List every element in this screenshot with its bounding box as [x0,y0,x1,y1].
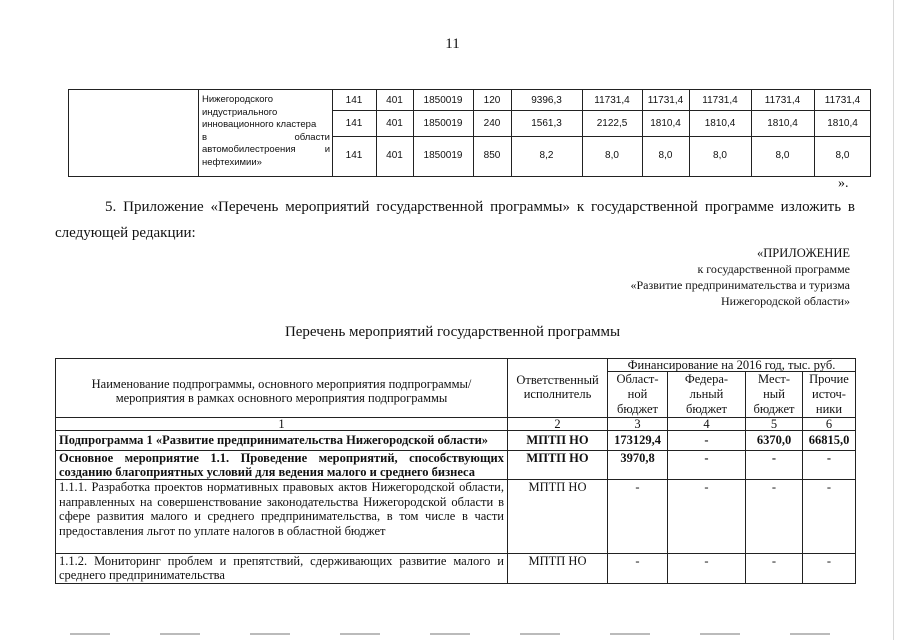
row-executor: МПТП НО [508,451,608,480]
table-cell: 11731,4 [764,95,801,106]
col-divider [198,89,199,177]
table-row [56,480,856,554]
row-local: 6370,0 [746,431,803,451]
table-cell: 1850019 [423,150,463,161]
row-regional: - [608,480,668,554]
row-local: - [746,554,803,584]
top-table-name: Нижегородского индустриального инновационного кластера в области автомобилестроения и нефтехимии» [202,94,330,168]
row-federal: - [668,554,746,584]
row-federal: - [668,451,746,480]
table-cell: 401 [386,95,403,106]
appendix-line: Нижегородской области» [720,294,850,308]
table-cell: 8,0 [658,150,673,161]
row-name: 1.1.2. Мониторинг проблем и препятствий, сдерживающих развитие малого и среднего предпринимательства [56,554,508,584]
table-cell: 141 [345,150,363,161]
table-cell: 8,0 [713,150,727,161]
row-other: - [803,451,856,480]
table-cell: 11731,4 [824,95,861,106]
column-number: 1 [56,418,508,431]
table-cell: 11731,4 [594,95,630,106]
table-cell: 1850019 [423,118,463,129]
table-cell: 401 [386,118,403,129]
closing-quote: ». [838,176,849,191]
list-title: Перечень мероприятий государственной программы [284,324,621,340]
table-cell: 1850019 [423,95,463,106]
row-local: - [746,480,803,554]
column-number: 5 [746,418,803,431]
column-number: 2 [508,418,608,431]
row-other: - [803,554,856,584]
row-executor: МПТП НО [508,431,608,451]
row-other: - [803,480,856,554]
top-fragment-table [68,89,871,177]
table-cell: 8,0 [775,150,790,161]
row-name: Подпрограмма 1 «Развитие предпринимательства Нижегородской области» [56,431,508,451]
header-federal: Федера-льный бюджет [668,372,746,418]
header-name: Наименование подпрограммы, основного мероприятия подпрограммы/мероприятия в рамках основного мероприятия подпрограммы [56,359,508,418]
row-divider [332,110,871,111]
table-row [56,451,856,480]
column-number: 3 [608,418,668,431]
table-cell: 1810,4 [767,118,798,129]
table-cell: 11731,4 [647,95,684,106]
table-cell: 120 [483,95,501,106]
appendix-line: «Развитие предпринимательства и туризма [630,278,850,292]
page-edge-line [893,0,894,640]
table-cell: 401 [386,150,403,161]
amendment-paragraph: 5. Приложение «Перечень мероприятий государственной программы» к государственной программе изложить в следующей редакции: [55,199,855,241]
table-cell: 240 [483,118,501,129]
table-cell: 8,0 [605,150,619,161]
row-name: 1.1.1. Разработка проектов нормативных правовых актов Нижегородской области, направленных на совершенствование законодательства Нижегородской области в сфере развития малого и среднего предпринимательства, в том числе в части предоставления льгот по уплате налогов в областной бюджет [56,480,508,554]
table-cell: 1810,4 [650,118,681,129]
appendix-header [630,245,850,309]
table-cell: 9396,3 [531,95,562,106]
row-federal: - [668,480,746,554]
header-executor: Ответственный исполнитель [508,359,608,418]
appendix-line: к государственной программе [697,262,850,276]
row-regional: 3970,8 [608,451,668,480]
table-row [56,431,856,451]
table-cell: 850 [483,150,501,161]
table-cell: 1810,4 [704,118,736,129]
header-regional: Област-ной бюджет [608,372,668,418]
row-name: Основное мероприятие 1.1. Проведение мероприятий, способствующих созданию благоприятных условий для ведения малого и среднего бизнеса [56,451,508,480]
column-number: 6 [803,418,856,431]
row-executor: МПТП НО [508,554,608,584]
row-local: - [746,451,803,480]
table-cell: 2122,5 [596,118,628,129]
scan-artifact-lines [70,633,850,635]
row-other: 66815,0 [803,431,856,451]
table-cell: 1810,4 [827,118,858,129]
header-local: Мест-ный бюджет [746,372,803,418]
table-cell: 8,0 [835,150,850,161]
table-cell: 141 [345,95,363,106]
row-executor: МПТП НО [508,480,608,554]
header-financing: Финансирование на 2016 год, тыс. руб. [608,359,856,372]
row-divider [332,136,871,137]
column-number: 4 [668,418,746,431]
row-regional: 173129,4 [608,431,668,451]
measures-table [55,358,856,584]
page-number: 11 [445,36,460,52]
row-regional: - [608,554,668,584]
table-cell: 8,2 [539,150,554,161]
table-cell: 11731,4 [702,95,738,106]
table-row [56,554,856,584]
table-cell: 141 [345,118,363,129]
appendix-title: «ПРИЛОЖЕНИЕ [757,246,850,260]
table-cell: 1561,3 [531,118,562,129]
row-federal: - [668,431,746,451]
header-other: Прочие источ-ники [803,372,856,418]
